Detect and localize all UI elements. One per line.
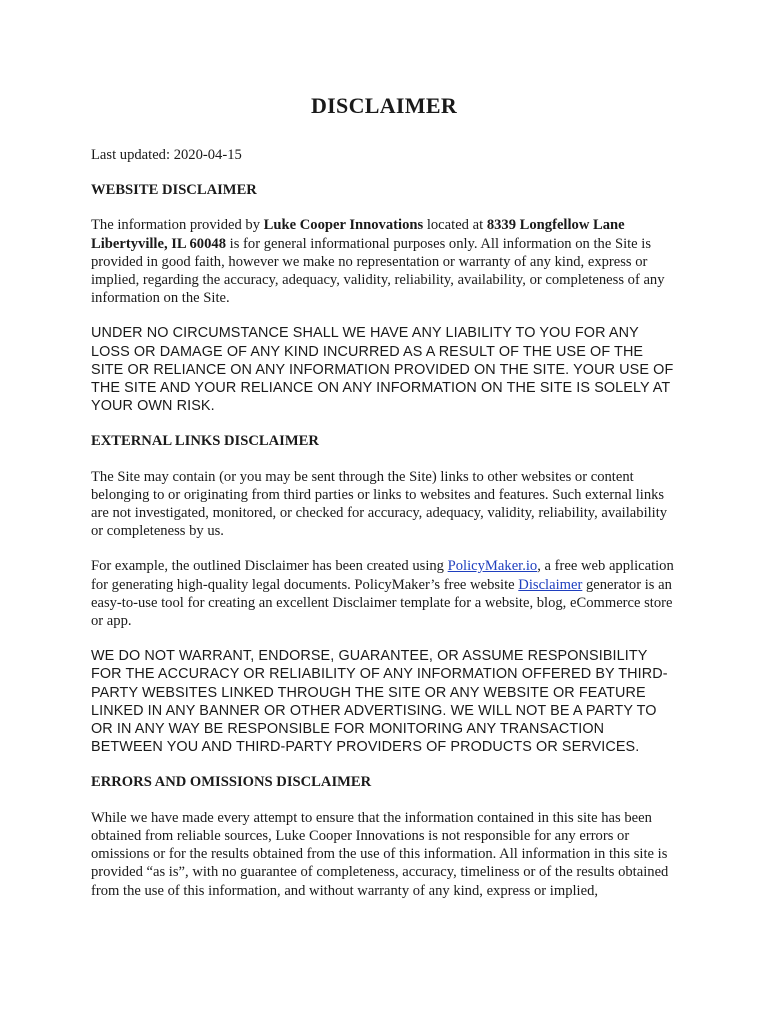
website-disclaimer-heading: WEBSITE DISCLAIMER xyxy=(91,182,257,199)
page-title: DISCLAIMER xyxy=(310,93,458,118)
text-before-link: For example, the outlined Disclaimer has been created using xyxy=(91,558,444,575)
warranty-paragraph: WE DO NOT WARRANT, ENDORSE, GUARANTEE, OR ASSUME RESPONSIBILITY FOR THE ACCURACY OR RELIABILITY OF ANY INFORMATION OFFERED BY THIRD-PARTY WEBSITES LINKED THROUGH THE SITE OR ANY WEBSITE OR FEATURE LINKED IN ANY BANNER OR OTHER ADVERTISING. WE WILL NOT BE A PARTY TO OR IN ANY WAY BE RESPONSIBLE FOR MONITORING ANY TRANSACTION BETWEEN YOU AND THIRD-PARTY PROVIDERS OF PRODUCTS OR SERVICES. xyxy=(91,648,668,756)
policymaker-link[interactable]: PolicyMaker.io xyxy=(447,558,538,575)
text-after-link: generator is an easy-to-use tool for creating an excellent Disclaimer template for a website, blog, eCommerce store or app. xyxy=(91,576,673,630)
disclaimer-link[interactable]: Disclaimer xyxy=(518,576,583,593)
last-updated xyxy=(91,146,677,164)
disclaimer-document xyxy=(91,92,677,917)
company-address: 8339 Longfellow Lane Libertyville, IL 60048 xyxy=(91,217,625,252)
policymaker-paragraph xyxy=(91,557,677,630)
text-middle: , a free web application for generating high-quality legal documents. PolicyMaker’s free website xyxy=(91,558,674,593)
external-links-paragraph: The Site may contain (or you may be sent through the Site) links to other websites or content belonging to or originating from third parties or links to websites and features. Such external links are not investigated, monitored, or checked for accuracy, adequacy, validity, reliability, availability or completeness by us. xyxy=(91,468,668,540)
website-disclaimer-paragraph xyxy=(91,216,677,307)
text-after-address: is for general informational purposes only. All information on the Site is provided in good faith, however we make no representation or warranty of any kind, express or implied, regarding the accuracy, adequacy, validity, reliability, availability, or completeness of any information on the Site. xyxy=(91,235,665,307)
liability-paragraph: UNDER NO CIRCUMSTANCE SHALL WE HAVE ANY LIABILITY TO YOU FOR ANY LOSS OR DAMAGE OF ANY KIND INCURRED AS A RESULT OF THE USE OF THE SITE OR RELIANCE ON ANY INFORMATION PROVIDED ON THE SITE. YOUR USE OF THE SITE AND YOUR RELIANCE ON ANY INFORMATION ON THE SITE IS SOLELY AT YOUR OWN RISK. xyxy=(91,325,674,415)
last-updated-date: 2020-04-15 xyxy=(173,147,242,163)
errors-omissions-heading: ERRORS AND OMISSIONS DISCLAIMER xyxy=(91,774,372,791)
text-before-company: The information provided by xyxy=(91,217,261,234)
text-located-at: located at xyxy=(426,217,484,234)
last-updated-label: Last updated: xyxy=(91,147,171,163)
external-links-heading: EXTERNAL LINKS DISCLAIMER xyxy=(91,433,319,450)
errors-omissions-paragraph: While we have made every attempt to ensure that the information contained in this site has been obtained from reliable sources, Luke Cooper Innovations is not responsible for any errors or omissions or for the results obtained from the use of this information. All information in this site is provided “as is”, with no guarantee of completeness, accuracy, timeliness or of the results obtained from the use of this information, and without warranty of any kind, express or implied, xyxy=(91,809,669,899)
company-name: Luke Cooper Innovations xyxy=(263,217,424,234)
